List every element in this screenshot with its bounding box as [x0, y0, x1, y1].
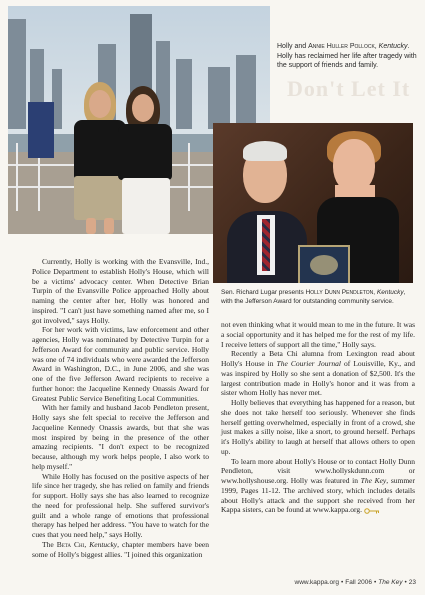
photo-building	[8, 19, 26, 129]
article-paragraph: Currently, Holly is working with the Evansville, Ind., Police Department to establish Holly's House, which will be a victims' advocacy center. When Detective Brian Turpin of the Evansville Police approached Holly about naming the center after her, Holly was honored and inspired. "I can't just have something named after me, so I got involved," says Holly.	[32, 257, 209, 325]
article-paragraph	[221, 349, 415, 398]
photo-caption-bottom	[221, 289, 411, 306]
caption-text: Holly and	[277, 43, 309, 50]
photo-person-skirt	[74, 176, 124, 220]
article-text: The	[42, 539, 57, 549]
photo-lugar-and-holly	[213, 123, 413, 283]
article-text: To learn more about Holly's House or to contact Holly Dunn Pendleton, visit www.hollyskdunn.com or www.hollyshouse.org. Holly was featured in	[221, 456, 415, 485]
article-paragraph: While Holly has focused on the positive aspects of her life since her tragedy, she has relied on family and friends for support. Holly says she has also learned to recognize the need for professional help. She suffered survivor's guilt and a whole range of emotions that professional therapy has helped her address. "You have to watch for the cues that you need help," says Holly.	[32, 471, 209, 539]
photo-man-hair	[243, 141, 287, 161]
photo-person-face	[89, 90, 111, 118]
article-paragraph: For her work with victims, law enforcement and other agencies, Holly was nominated by Detective Turpin for a Jefferson Award for community and public service. Holly was one of 74 individuals who were awarded the Jefferson Award in Washington, D.C., in June 2006, and she was one of the five Jefferson Award recipients to receive a further honor: the Jacqueline Kennedy Onassis Award for Greatest Public Service Benefiting Local Communities.	[32, 325, 209, 403]
photo-person-top	[118, 124, 172, 180]
photo-tie	[262, 219, 270, 271]
photo-caption-top	[277, 42, 417, 101]
photo-person-face	[132, 94, 154, 122]
photo-building	[176, 59, 192, 129]
article-paragraph: With her family and husband Jacob Pendleton present, Holly says she felt special to receive the Jefferson and Jacqueline Kennedy Onassis awards, but that she was most inspired by being in the presence of the other amazing recipients. "I don't expect to be recognized because, although my work helps people, I also work to help myself."	[32, 403, 209, 471]
footer-issue: Fall 2006	[345, 579, 372, 586]
award-seal	[310, 255, 338, 275]
caption-chapter: Kentucky	[376, 289, 404, 296]
caption-name: Annie Huller Pollock	[308, 43, 375, 50]
page-footer: www.kappa.org • Fall 2006 • The Key • 23	[294, 579, 416, 586]
article-text: , summer 1999, Pages 11-12. The archived story, which includes details about Holly's attack and the support she received from her Kappa sisters, can be found at www.kappa.org.	[221, 476, 415, 515]
photo-person-leg	[86, 218, 96, 234]
caption-text: ,	[373, 289, 377, 296]
photo-person-pants	[122, 178, 170, 234]
article-column-left	[32, 257, 209, 559]
article-text: of Louisville, Ky., and was inspired by Holly so she sent a donation of $2,500. It's the largest contribution made in Holly's honor and it was from a sister whom Holly has never met.	[221, 359, 416, 398]
article-column-right	[221, 320, 415, 515]
key-icon	[364, 508, 380, 514]
caption-text: Sen. Richard Lugar presents	[221, 289, 306, 296]
chapter-state: Kentucky	[89, 539, 118, 549]
page-number: 23	[408, 579, 416, 586]
caption-chapter: Kentucky	[378, 43, 408, 50]
photo-person-leg	[104, 218, 114, 234]
article-paragraph	[221, 457, 415, 516]
footer-site: www.kappa.org	[294, 579, 339, 586]
photo-rail-post	[16, 143, 18, 211]
article-paragraph: Holly believes that everything has happened for a reason, but she does not take herself too seriously. Whenever she finds herself getting overwhelmed, especially in front of a crowd, she just makes a silly noise, like a snort, to ground herself. Perhaps it's Holly's ability to laugh at herself that allows others to open up.	[221, 398, 415, 456]
photo-building	[208, 67, 230, 129]
caption-text: ,	[374, 43, 379, 50]
photo-banner	[28, 102, 54, 158]
faint-headline: Don't Let It	[287, 76, 411, 101]
award-plaque	[298, 245, 350, 283]
article-text: Recently a Beta Chi alumna from Lexington read about Holly's House in	[221, 349, 415, 368]
caption-text: . Holly has reclaimed her life after tragedy with the support of friends and family.	[277, 43, 417, 69]
caption-text: , with the Jefferson Award for outstanding community service.	[221, 289, 406, 305]
publication-name: The Key	[360, 476, 387, 485]
article-text: ,	[84, 539, 90, 549]
article-paragraph: not even thinking what it would mean to me in the future. It was a social opportunity and it has helped me for the rest of my life. I receive letters of support all the time," Holly says.	[221, 320, 415, 349]
photo-building	[236, 55, 256, 129]
footer-magazine: The Key	[378, 579, 403, 586]
chapter-name: Beta Chi	[56, 539, 85, 549]
article-text: , chapter members have been some of Holly's biggest allies. "I joined this organization	[32, 539, 209, 559]
article-paragraph	[32, 540, 209, 560]
publication-name: The Courier Journal	[276, 359, 341, 368]
caption-name: Holly Dunn Pendleton	[305, 289, 374, 296]
photo-rail-post	[188, 143, 190, 211]
